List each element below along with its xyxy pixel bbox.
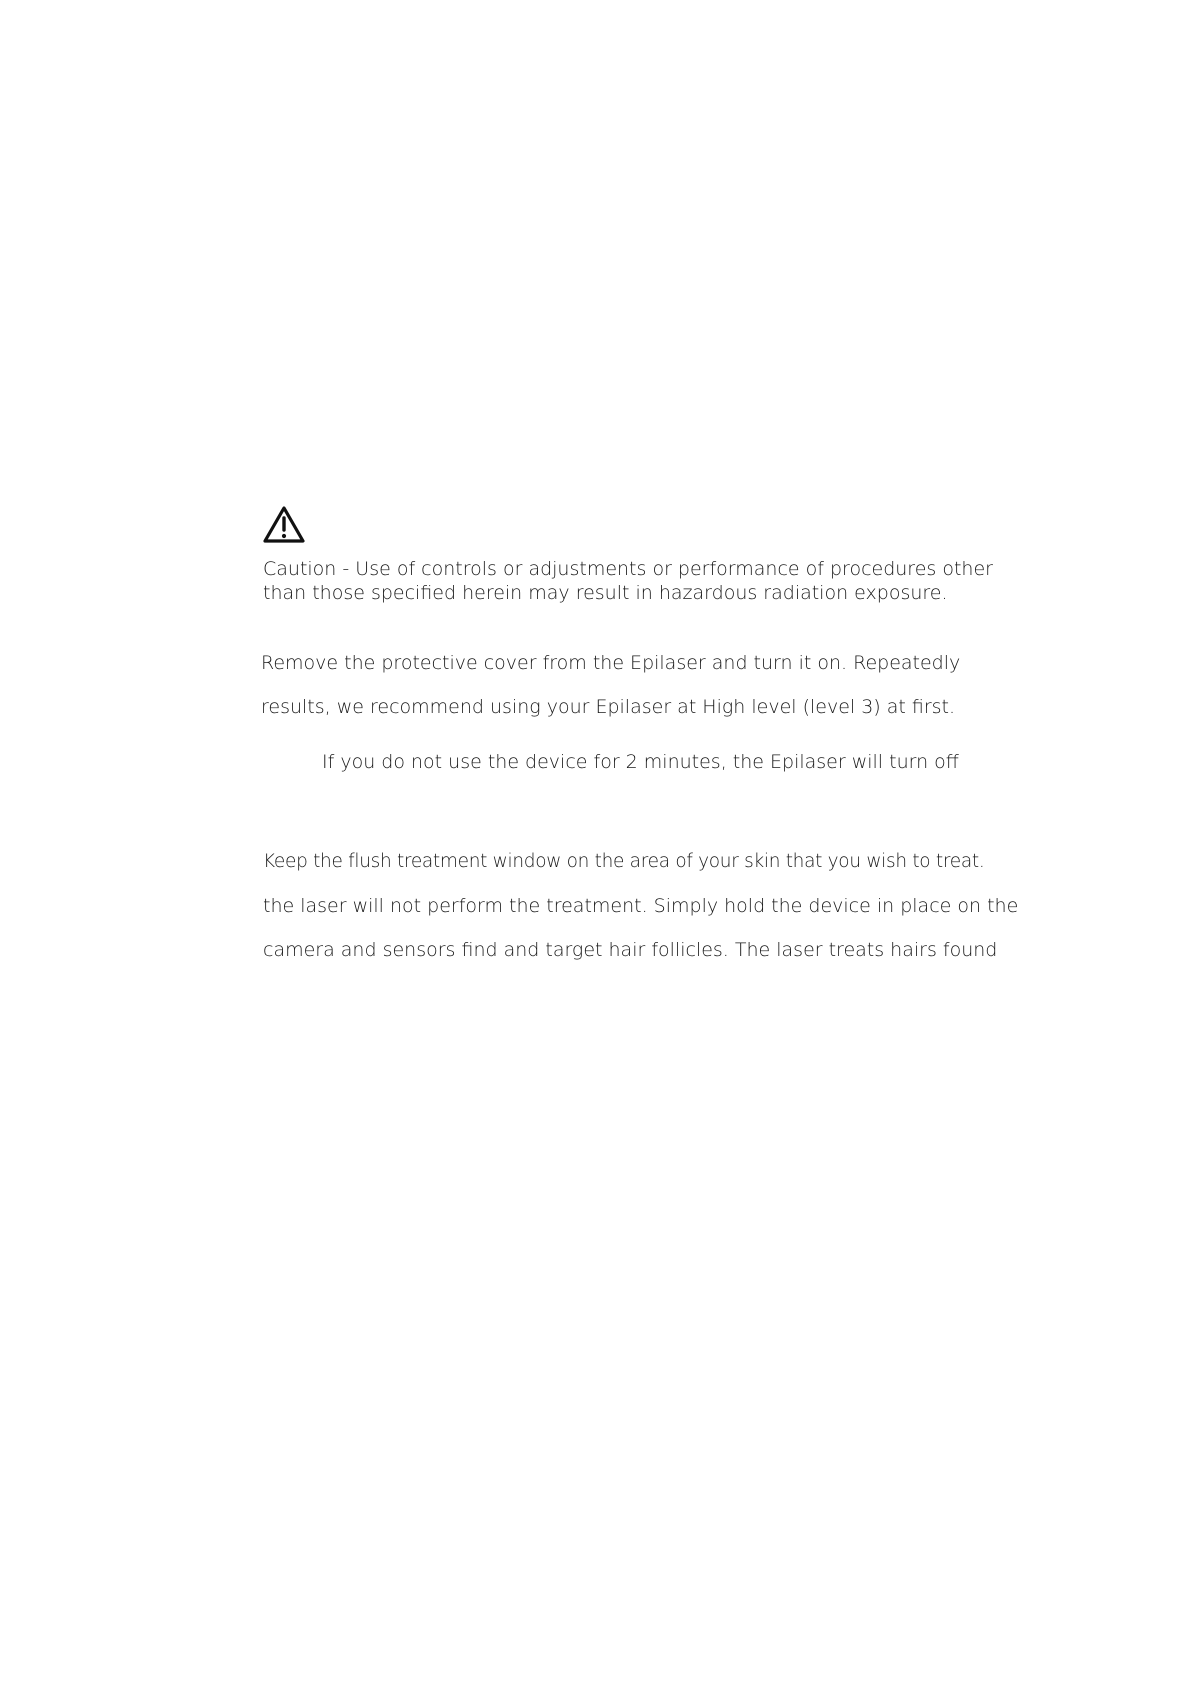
caution-text-line-1: Caution - Use of controls or adjustments or performance of procedures other [263,558,993,580]
caution-text-line-2: than those specified herein may result in hazardous radiation exposure. [263,582,948,604]
treatment-text-line-1: Keep the flush treatment window on the area of your skin that you wish to treat. [263,851,985,872]
warning-triangle-icon [262,505,306,545]
treatment-text-line-2: the laser will not perform the treatment. Simply hold the device in place on the [263,895,1019,917]
instruction-text-line-2: results, we recommend using your Epilaser at High level (level 3) at first. [261,696,956,718]
treatment-text-line-3: camera and sensors find and target hair follicles. The laser treats hairs found [263,939,998,961]
instruction-text-line-3: If you do not use the device for 2 minutes, the Epilaser will turn off [322,751,959,773]
instruction-text-line-1: Remove the protective cover from the Epilaser and turn it on. Repeatedly [261,652,961,674]
